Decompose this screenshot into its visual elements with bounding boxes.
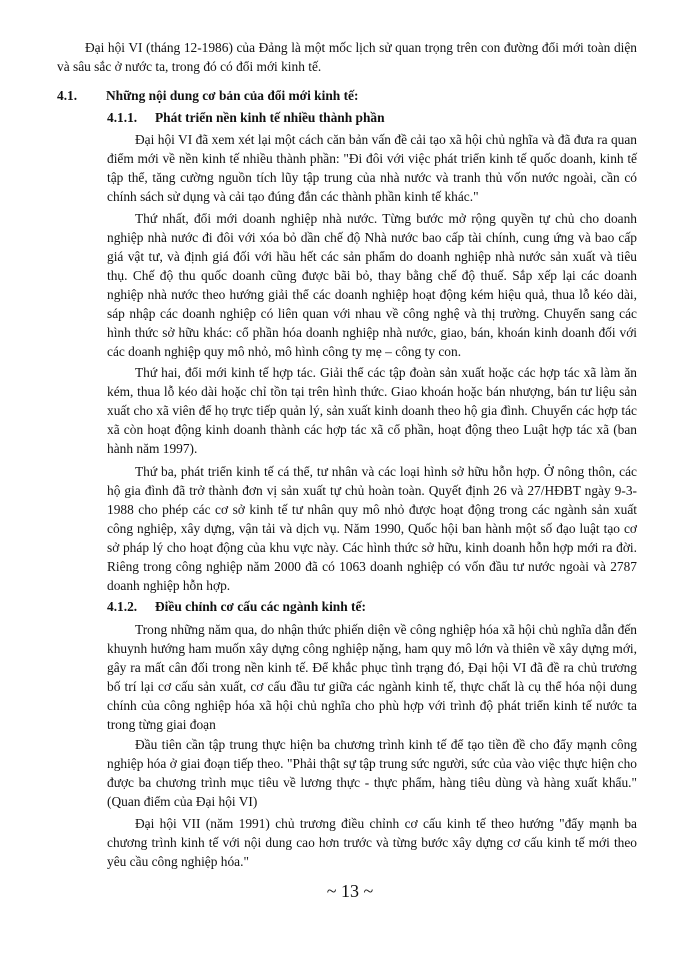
paragraph-1: Đại hội VI đã xem xét lại một cách căn bản vấn đề cải tạo xã hội chủ nghĩa và đã đưa ra quan điểm mới về nền kinh tế nhiều thành phần: "Đi đôi với việc phát triển kinh tế quốc doanh, kinh tế tập thể, tăng cường nguồn tích lũy tập trung của nhà nước và tranh thủ vốn nước ngoài, cần có chính sách sử dụng và cải tạo đúng đắn các thành phần kinh tế khác." xyxy=(107,132,637,204)
paragraph-3: Thứ hai, đổi mới kinh tế hợp tác. Giải thể các tập đoàn sản xuất hoặc các hợp tác xã làm ăn kém, thua lỗ kéo dài hoặc chỉ tồn tại trên hình thức. Giao khoán hoặc bán nhượng, bán tư liệu sản xuất cho xã viên để họ trực tiếp quản lý, sản xuất kinh doanh theo hộ gia đình. Chuyển các hợp tác xã còn hoạt động kinh doanh thành các hợp tác xã cổ phần, hoạt động theo Luật hợp tác xã (ban hành năm 1997). xyxy=(107,365,637,456)
subsection-1-number: 4.1.1. xyxy=(107,110,138,125)
subsection-2-title: Điều chỉnh cơ cấu các ngành kinh tế: xyxy=(155,599,366,614)
paragraph-4: Thứ ba, phát triển kinh tế cá thể, tư nhân và các loại hình sở hữu hỗn hợp. Ở nông thôn, các hộ gia đình đã trở thành đơn vị sản xuất tự chủ hoàn toàn. Quyết định 26 và 27/HĐBT ngày 9-3-1988 cho phép các cơ sở kinh tế tư nhân quy mô nhỏ được hoạt động trong các ngành sản xuất công nghiệp, xây dựng, vận tải và dịch vụ. Năm 1990, Quốc hội ban hành một số đạo luật tạo cơ sở pháp lý cho hoạt động của khu vực này. Các hình thức sở hữu, kinh doanh hỗn hợp mới ra đời. Riêng trong công nghiệp năm 2000 đã có 1063 doanh nghiệp có vốn đầu tư nước ngoài và 2787 doanh nghiệp hỗn hợp. xyxy=(107,464,637,593)
section-heading xyxy=(57,86,358,105)
paragraph-5: Trong những năm qua, do nhận thức phiến diện về công nghiệp hóa xã hội chủ nghĩa dẫn đến khuynh hướng ham muốn xây dựng công nghiệp nặng, ham quy mô lớn và thiên về xây dựng mới, gây ra mất cân đối trong nền kinh tế. Để khắc phục tình trạng đó, Đại hội VI đã đề ra chủ trương bố trí lại cơ cấu sản xuất, cơ cấu đầu tư giữa các ngành kinh tế, thực chất là cụ thể hóa nội dung chính của công nghiệp hóa xã hội chủ nghĩa cho phù hợp với trình độ phát triển kinh tế nước ta trong từng giai đoạn xyxy=(107,622,637,732)
subsection-1-title: Phát triển nền kinh tế nhiều thành phần xyxy=(155,110,385,125)
paragraph-7: Đại hội VII (năm 1991) chủ trương điều chỉnh cơ cấu kinh tế theo hướng "đẩy mạnh ba chương trình kinh tế với nội dung cao hơn trước và từng bước xây dựng cơ cấu kinh tế mới theo yêu cầu công nghiệp hóa." xyxy=(107,816,637,869)
subsection-2-heading xyxy=(107,597,366,616)
page-number: ~ 13 ~ xyxy=(326,881,374,901)
section-title: Những nội dung cơ bản của đổi mới kinh tế: xyxy=(106,88,359,103)
intro-paragraph: Đại hội VI (tháng 12-1986) của Đảng là một mốc lịch sử quan trọng trên con đường đổi mới toàn diện và sâu sắc ở nước ta, trong đó có đổi mới kinh tế. xyxy=(57,40,637,74)
section-number: 4.1. xyxy=(57,88,78,103)
subsection-2-number: 4.1.2. xyxy=(107,599,138,614)
paragraph-6: Đầu tiên cần tập trung thực hiện ba chương trình kinh tế để tạo tiền đề cho đẩy mạnh công nghiệp hóa ở giai đoạn tiếp theo. "Phải thật sự tập trung sức người, sức của vào việc thực hiện cho được ba chương trình mục tiêu về lương thực - thực phẩm, hàng tiêu dùng và hàng xuất khẩu." (Quan điểm của Đại hội VI) xyxy=(107,737,637,809)
paragraph-2: Thứ nhất, đổi mới doanh nghiệp nhà nước. Từng bước mở rộng quyền tự chủ cho doanh nghiệp nhà nước đi đôi với xóa bỏ dần chế độ Nhà nước bao cấp tài chính, cung ứng và bao cấp giá vật tư, và định giá đối với hầu hết các sản phẩm do doanh nghiệp nhà nước sản xuất và tiêu thụ. Chế độ thu quốc doanh cũng được bãi bỏ, thay bằng chế độ thuế. Sắp xếp lại các doanh nghiệp nhà nước theo hướng giải thể các doanh nghiệp hoạt động kém hiệu quả, thua lỗ kéo dài, sáp nhập các doanh nghiệp có liên quan với nhau về công nghệ và thị trường. Chuyển sang các hình thức sở hữu khác: cổ phần hóa doanh nghiệp nhà nước, giao, bán, khoán kinh doanh đối với các doanh nghiệp quy mô nhỏ, mô hình công ty mẹ – công ty con. xyxy=(107,211,637,359)
subsection-1-heading xyxy=(107,108,385,127)
